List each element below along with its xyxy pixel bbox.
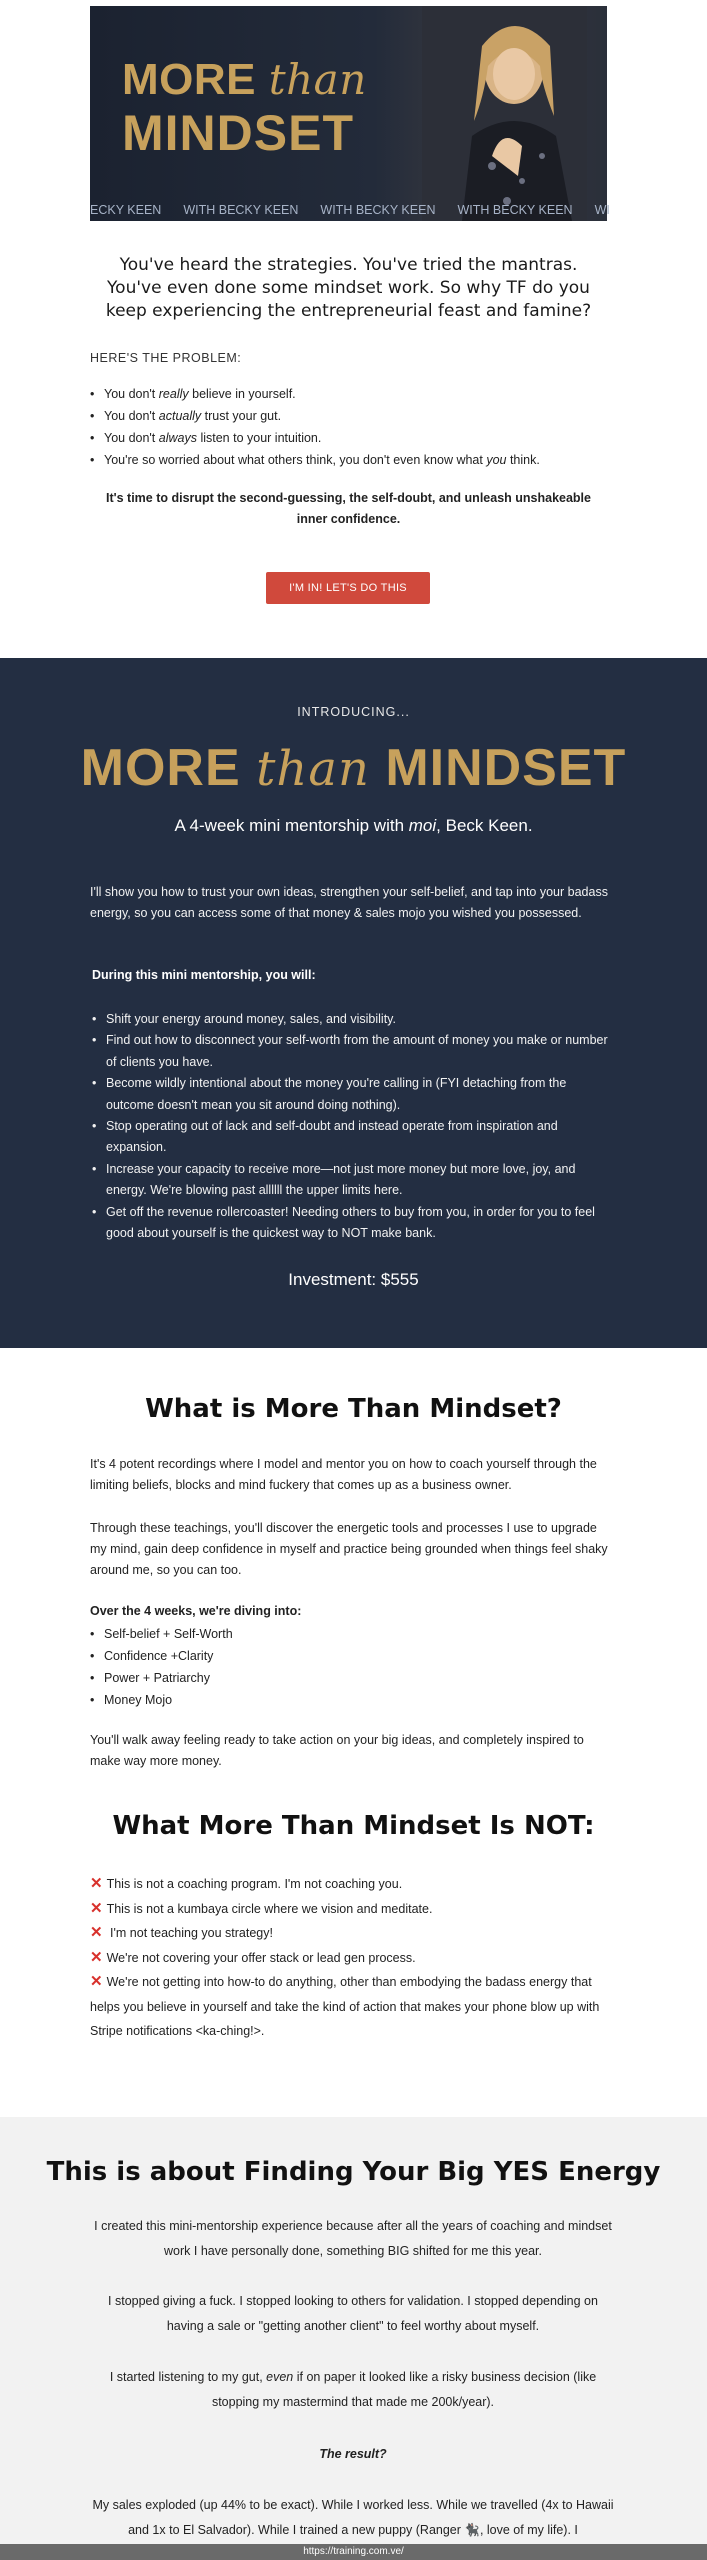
lead-headline: You've heard the strategies. You've tried the mantras. You've even done some mindset work. So why TF do you keep experiencing the entrepreneurial feast and famine? bbox=[105, 255, 592, 321]
list-item: • Become wildly intentional about the money you're calling in (FYI detaching from the outcome doesn't mean you sit around doing nothing). bbox=[92, 1073, 612, 1116]
mentorship-outcomes-list bbox=[92, 1009, 612, 1244]
yes-paragraph-2: I stopped giving a fuck. I stopped looking to others for validation. I stopped depending on having a sale or "getting another client" to feel worthy about myself. bbox=[108, 2294, 598, 2333]
hero-title-than: than bbox=[268, 55, 367, 104]
what-is-paragraph-1: It's 4 potent recordings where I model and mentor you on how to coach yourself through the limiting beliefs, blocks and mind fuckery that comes up as a business owner. bbox=[90, 1457, 597, 1492]
program-description: I'll show you how to trust your own ideas, strengthen your self-belief, and tap into your badass energy, so you can access some of that money & sales mojo you wished you possessed. bbox=[90, 885, 608, 920]
list-item: • Confidence +Clarity bbox=[90, 1645, 610, 1667]
list-item: • You don't actually trust your gut. bbox=[90, 405, 610, 427]
topics-list bbox=[90, 1623, 610, 1711]
byline-item: WITH BECKY KEEN bbox=[457, 203, 573, 217]
what-is-paragraph-3: You'll walk away feeling ready to take action on your big ideas, and completely inspired to make way more money. bbox=[90, 1733, 584, 1768]
im-in-button[interactable]: I'M IN! LET'S DO THIS bbox=[266, 572, 430, 604]
yes-energy-section bbox=[0, 2117, 707, 2560]
list-item: ✕ This is not a coaching program. I'm not coaching you. bbox=[90, 1875, 403, 1892]
hero-title-more: MORE bbox=[122, 55, 256, 104]
list-item: • You're so worried about what others think, you don't even know what you think. bbox=[90, 449, 610, 471]
program-subtitle: A 4-week mini mentorship with moi, Beck Keen. bbox=[174, 816, 533, 835]
x-mark-icon: ✕ bbox=[90, 1875, 103, 1892]
yes-paragraph-1: I created this mini-mentorship experience because after all the years of coaching and mindset work I have personally done, something BIG shifted for me this year. bbox=[94, 2219, 612, 2258]
hero-byline-strip bbox=[90, 199, 610, 221]
introducing-section bbox=[0, 658, 707, 1348]
disrupt-statement: It's time to disrupt the second-guessing, the self-doubt, and unleash unshakeable inner confidence. bbox=[106, 491, 591, 526]
what-is-heading: What is More Than Mindset? bbox=[145, 1394, 562, 1424]
list-item: • Self-belief + Self-Worth bbox=[90, 1623, 610, 1645]
yes-paragraph-3: I started listening to my gut, even if on paper it looked like a risky business decision (like stopping my mastermind that made me 200k/year). bbox=[109, 2370, 597, 2409]
list-item: ✕ We're not covering your offer stack or lead gen process. bbox=[90, 1948, 416, 1966]
list-item: • Power + Patriarchy bbox=[90, 1667, 610, 1689]
byline-item: WI bbox=[594, 203, 610, 217]
what-is-paragraph-2: Through these teachings, you'll discover the energetic tools and processes I use to upgrade my mind, gain deep confidence in myself and practice being grounded when things feel shaky around me, so you can too. bbox=[90, 1521, 608, 1577]
x-mark-icon: ✕ bbox=[90, 1948, 103, 1966]
x-mark-icon: ✕ bbox=[90, 1899, 103, 1917]
during-heading: During this mini mentorship, you will: bbox=[92, 968, 316, 982]
list-item: • Money Mojo bbox=[90, 1689, 610, 1711]
list-item: • Get off the revenue rollercoaster! Needing others to buy from you, in order for you to feel good about yourself is the quickest way to NOT make bank. bbox=[92, 1202, 612, 1245]
introducing-label: INTRODUCING... bbox=[297, 705, 410, 719]
list-item: • You don't really believe in yourself. bbox=[90, 383, 610, 405]
result-heading: The result? bbox=[319, 2447, 387, 2461]
hero-title-mindset: MINDSET bbox=[122, 105, 354, 161]
hero-title bbox=[122, 55, 367, 161]
byline-item: WITH BECKY KEEN bbox=[320, 203, 436, 217]
problem-heading: HERE'S THE PROBLEM: bbox=[90, 351, 242, 365]
not-heading: What More Than Mindset Is NOT: bbox=[112, 1811, 595, 1841]
x-mark-icon: ✕ bbox=[90, 1973, 103, 1990]
status-url-bar: https://training.com.ve/ bbox=[0, 2544, 707, 2560]
not-list bbox=[90, 1872, 620, 2044]
x-mark-icon: ✕ bbox=[90, 1924, 103, 1941]
list-item: • Shift your energy around money, sales, and visibility. bbox=[92, 1009, 612, 1030]
yes-energy-heading: This is about Finding Your Big YES Energy bbox=[46, 2157, 661, 2187]
list-item: ✕ I'm not teaching you strategy! bbox=[90, 1924, 273, 1941]
list-item: • Find out how to disconnect your self-worth from the amount of money you make or number of clients you have. bbox=[92, 1030, 612, 1073]
list-item: ✕ This is not a kumbaya circle where we vision and meditate. bbox=[90, 1899, 433, 1917]
program-title: MORE than MINDSET bbox=[80, 739, 627, 797]
yes-paragraph-4: My sales exploded (up 44% to be exact). While I worked less. While we travelled (4x to Hawaii and 1x to El Salvador). While I trained a new puppy (Ranger 🐈‍⬛, love of my life). I bbox=[92, 2498, 614, 2537]
list-item: ✕ We're not getting into how-to do anything, other than embodying the badass energy that helps you believe in yourself and take the kind of action that makes your phone blow up with Stripe notifications <ka-ching!>. bbox=[90, 1973, 600, 2038]
investment-price: Investment: $555 bbox=[288, 1270, 419, 1289]
problem-list bbox=[90, 383, 610, 471]
list-item: • Stop operating out of lack and self-doubt and instead operate from inspiration and expansion. bbox=[92, 1116, 612, 1159]
diving-into-heading: Over the 4 weeks, we're diving into: bbox=[90, 1604, 302, 1618]
list-item: • You don't always listen to your intuition. bbox=[90, 427, 610, 449]
byline-item: ECKY KEEN bbox=[90, 203, 162, 217]
portrait-image bbox=[422, 6, 587, 221]
hero-banner bbox=[90, 6, 610, 221]
byline-item: WITH BECKY KEEN bbox=[183, 203, 299, 217]
list-item: • Increase your capacity to receive more—not just more money but more love, joy, and energy. We're blowing past allllll the upper limits here. bbox=[92, 1159, 612, 1202]
